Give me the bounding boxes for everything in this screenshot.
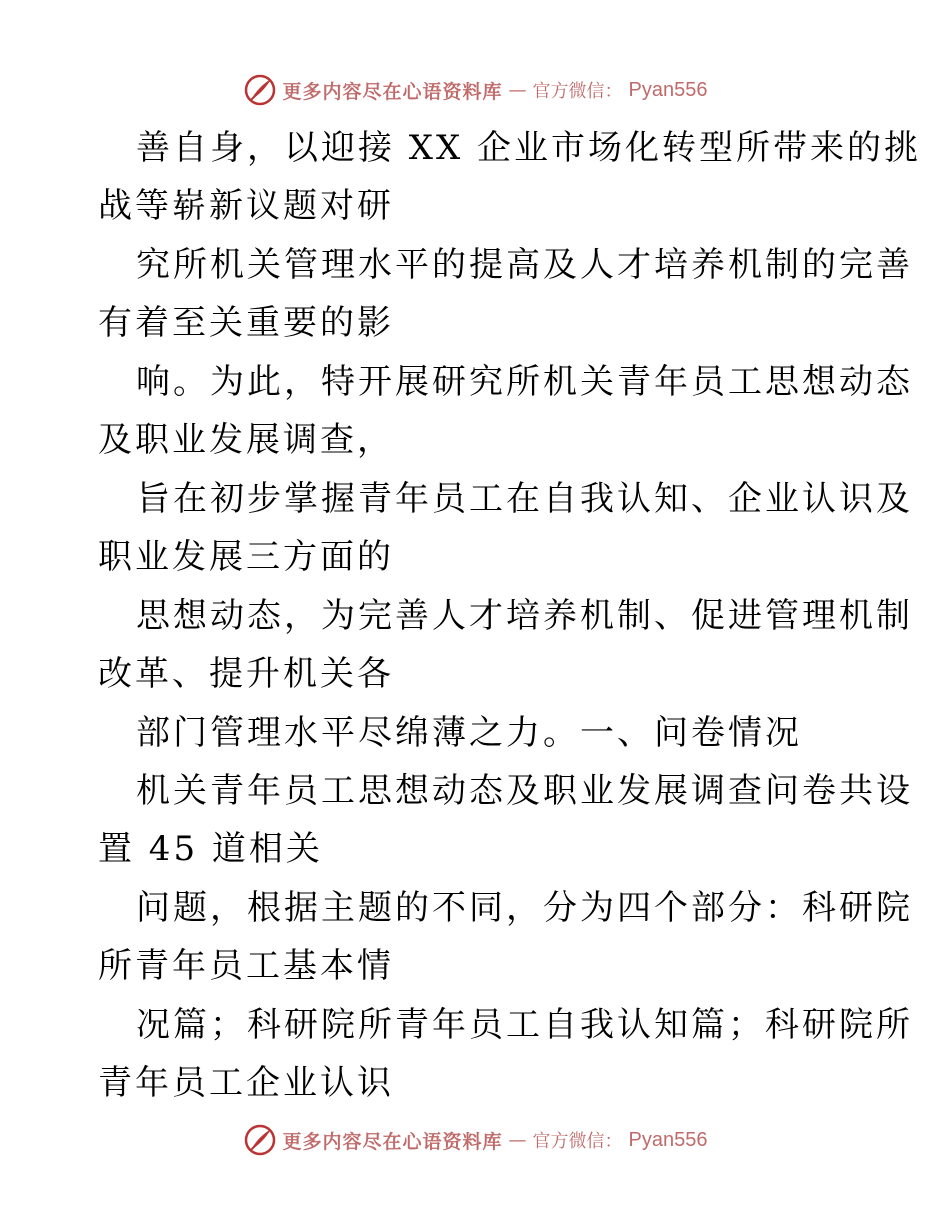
text-line: 职业发展三方面的 [98,537,394,577]
feather-pen-logo-icon [243,1123,277,1157]
text-line: 青年员工企业认识 [98,1063,394,1103]
text-line: 况篇；科研院所青年员工自我认知篇；科研院所 [136,1005,913,1045]
text-line: 究所机关管理水平的提高及人才培养机制的完善 [136,245,913,285]
header-banner[interactable] [0,70,950,110]
banner-title: 更多内容尽在心语资料库 [282,80,503,103]
text-line: 问题，根据主题的不同，分为四个部分：科研院 [136,888,913,928]
text-line: 改革、提升机关各 [98,654,394,694]
text-line: 部门管理水平尽绵薄之力。一、问卷情况 [136,713,802,753]
text-line: 有着至关重要的影 [98,303,394,343]
banner-wechat-id: Pyan556 [628,1128,708,1151]
text-line: 战等崭新议题对研 [98,186,394,226]
banner-title: 更多内容尽在心语资料库 [282,1130,503,1153]
text-line: 旨在初步掌握青年员工在自我认知、企业认识及 [136,479,913,519]
feather-pen-logo-icon [243,73,277,107]
text-line: 所青年员工基本情 [98,946,394,986]
banner-dash: — [508,1129,527,1151]
text-line: 思想动态，为完善人才培养机制、促进管理机制 [136,596,913,636]
banner-wechat-label: 官方微信： [532,1131,623,1152]
text-line: 及职业发展调查， [98,420,394,460]
text-line: 善自身，以迎接 XX 企业市场化转型所带来的挑 [136,128,922,168]
text-line: 置 45 道相关 [98,829,323,869]
banner-wechat-label: 官方微信： [532,81,623,102]
banner-dash: — [508,79,527,101]
banner-wechat-id: Pyan556 [628,78,708,101]
text-line: 响。为此，特开展研究所机关青年员工思想动态 [136,362,913,402]
footer-banner[interactable] [0,1120,950,1160]
text-line: 机关青年员工思想动态及职业发展调查问卷共设 [136,771,913,811]
